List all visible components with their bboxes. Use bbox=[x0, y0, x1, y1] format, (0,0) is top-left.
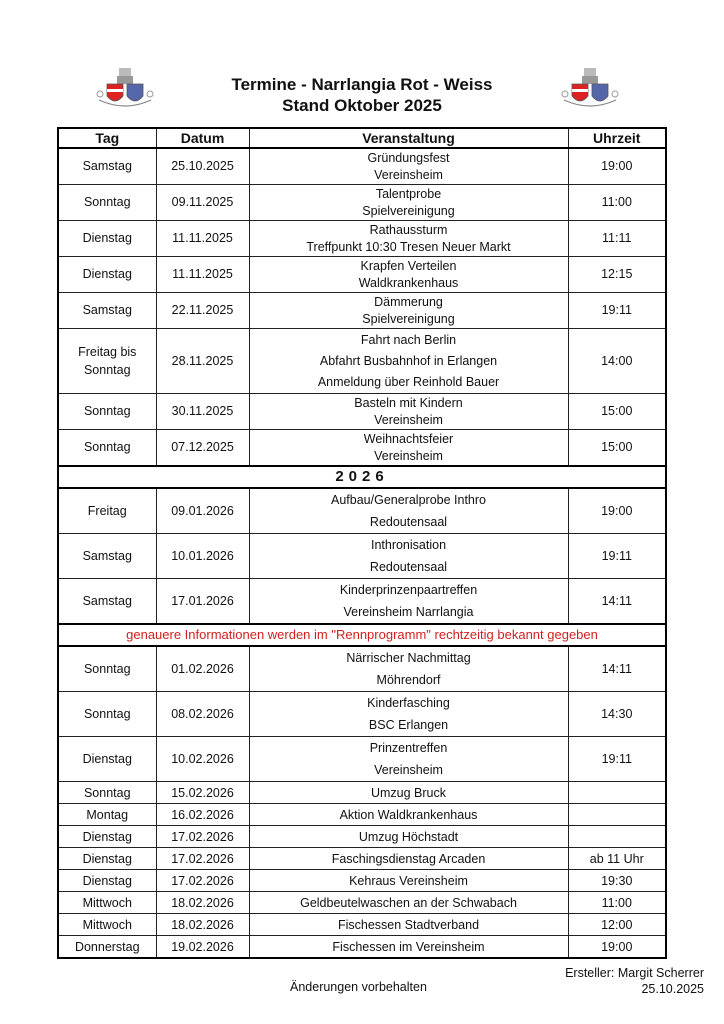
table-row bbox=[58, 488, 666, 534]
cell-veranstaltung bbox=[249, 293, 568, 329]
cell-datum: 16.02.2026 bbox=[156, 804, 249, 826]
cell-tag: Sonntag bbox=[58, 185, 156, 221]
cell-veranstaltung: Umzug Bruck bbox=[249, 782, 568, 804]
table-row bbox=[58, 293, 666, 329]
cell-uhrzeit: 19:11 bbox=[568, 737, 666, 782]
event-line: Vereinsheim bbox=[374, 448, 443, 463]
cell-datum: 15.02.2026 bbox=[156, 782, 249, 804]
cell-datum: 09.01.2026 bbox=[156, 488, 249, 534]
cell-tag: Sonntag bbox=[58, 646, 156, 692]
cell-uhrzeit: 14:30 bbox=[568, 692, 666, 737]
cell-uhrzeit bbox=[568, 804, 666, 826]
cell-datum: 18.02.2026 bbox=[156, 892, 249, 914]
cell-datum: 17.02.2026 bbox=[156, 848, 249, 870]
cell-tag: Dienstag bbox=[58, 848, 156, 870]
cell-uhrzeit bbox=[568, 826, 666, 848]
event-line: Anmeldung über Reinhold Bauer bbox=[317, 374, 500, 389]
cell-uhrzeit: 14:11 bbox=[568, 646, 666, 692]
cell-veranstaltung bbox=[249, 646, 568, 692]
cell-veranstaltung bbox=[249, 692, 568, 737]
event-line: Rathaussturm bbox=[369, 222, 448, 237]
cell-tag: Dienstag bbox=[58, 870, 156, 892]
column-header-tag: Tag bbox=[58, 128, 156, 148]
schedule-table bbox=[57, 127, 667, 959]
cell-tag: Dienstag bbox=[58, 826, 156, 848]
table-row bbox=[58, 936, 666, 959]
column-header-uhrzeit: Uhrzeit bbox=[568, 128, 666, 148]
table-row bbox=[58, 782, 666, 804]
event-line: Spielvereinigung bbox=[362, 311, 455, 326]
cell-tag: Montag bbox=[58, 804, 156, 826]
cell-veranstaltung: Fischessen im Vereinsheim bbox=[249, 936, 568, 959]
event-line: Närrischer Nachmittag bbox=[346, 651, 471, 665]
table-row bbox=[58, 892, 666, 914]
table-row bbox=[58, 430, 666, 467]
table-row bbox=[58, 848, 666, 870]
event-line: Vereinsheim bbox=[374, 763, 443, 777]
table-row bbox=[58, 221, 666, 257]
table-row bbox=[58, 826, 666, 848]
cell-tag: Sonntag bbox=[58, 782, 156, 804]
cell-tag: Freitag bis Sonntag bbox=[58, 329, 156, 394]
author-date: 25.10.2025 bbox=[641, 982, 704, 996]
cell-uhrzeit: 19:00 bbox=[568, 488, 666, 534]
cell-uhrzeit: ab 11 Uhr bbox=[568, 848, 666, 870]
cell-datum: 17.01.2026 bbox=[156, 579, 249, 625]
event-line: Redoutensaal bbox=[369, 515, 448, 529]
column-header-datum: Datum bbox=[156, 128, 249, 148]
table-row bbox=[58, 870, 666, 892]
cell-datum: 22.11.2025 bbox=[156, 293, 249, 329]
cell-datum: 18.02.2026 bbox=[156, 914, 249, 936]
event-line: Dämmerung bbox=[374, 294, 443, 309]
table-row bbox=[58, 804, 666, 826]
event-line: Krapfen Verteilen bbox=[360, 258, 457, 273]
event-line: Aufbau/Generalprobe Inthro bbox=[331, 493, 486, 507]
cell-uhrzeit: 14:11 bbox=[568, 579, 666, 625]
table-row bbox=[58, 646, 666, 692]
cell-tag: Samstag bbox=[58, 293, 156, 329]
cell-veranstaltung bbox=[249, 488, 568, 534]
cell-uhrzeit: 15:00 bbox=[568, 430, 666, 467]
event-line: BSC Erlangen bbox=[368, 718, 449, 732]
cell-veranstaltung: Geldbeutelwaschen an der Schwabach bbox=[249, 892, 568, 914]
cell-datum: 07.12.2025 bbox=[156, 430, 249, 467]
cell-veranstaltung bbox=[249, 579, 568, 625]
cell-tag: Samstag bbox=[58, 534, 156, 579]
table-row bbox=[58, 394, 666, 430]
cell-uhrzeit: 19:30 bbox=[568, 870, 666, 892]
cell-tag: Dienstag bbox=[58, 221, 156, 257]
event-line: Kinderprinzenpaartreffen bbox=[339, 583, 478, 597]
event-line: Talentprobe bbox=[375, 186, 442, 201]
cell-datum: 01.02.2026 bbox=[156, 646, 249, 692]
cell-veranstaltung: Kehraus Vereinsheim bbox=[249, 870, 568, 892]
cell-datum: 08.02.2026 bbox=[156, 692, 249, 737]
info-note-row bbox=[58, 624, 666, 646]
cell-tag: Sonntag bbox=[58, 692, 156, 737]
cell-tag: Sonntag bbox=[58, 430, 156, 467]
title-line-2: Stand Oktober 2025 bbox=[282, 96, 442, 115]
cell-tag: Freitag bbox=[58, 488, 156, 534]
cell-uhrzeit: 14:00 bbox=[568, 329, 666, 394]
cell-uhrzeit: 15:00 bbox=[568, 394, 666, 430]
table-row bbox=[58, 329, 666, 394]
year-divider: 2026 bbox=[58, 466, 666, 488]
cell-veranstaltung bbox=[249, 534, 568, 579]
cell-uhrzeit: 19:11 bbox=[568, 293, 666, 329]
cell-tag: Samstag bbox=[58, 579, 156, 625]
year-divider-row bbox=[58, 466, 666, 488]
cell-datum: 17.02.2026 bbox=[156, 826, 249, 848]
event-line: Redoutensaal bbox=[369, 560, 448, 574]
cell-datum: 11.11.2025 bbox=[156, 257, 249, 293]
event-line: Fahrt nach Berlin bbox=[360, 332, 457, 347]
cell-tag: Mittwoch bbox=[58, 892, 156, 914]
cell-veranstaltung bbox=[249, 737, 568, 782]
event-line: Vereinsheim bbox=[374, 167, 443, 182]
cell-tag: Mittwoch bbox=[58, 914, 156, 936]
event-line: Gründungsfest bbox=[367, 150, 450, 165]
cell-veranstaltung: Umzug Höchstadt bbox=[249, 826, 568, 848]
cell-uhrzeit: 19:00 bbox=[568, 148, 666, 185]
cell-uhrzeit: 12:15 bbox=[568, 257, 666, 293]
cell-veranstaltung bbox=[249, 185, 568, 221]
cell-datum: 09.11.2025 bbox=[156, 185, 249, 221]
table-row bbox=[58, 148, 666, 185]
cell-datum: 30.11.2025 bbox=[156, 394, 249, 430]
cell-datum: 19.02.2026 bbox=[156, 936, 249, 959]
cell-veranstaltung: Faschingsdienstag Arcaden bbox=[249, 848, 568, 870]
cell-veranstaltung bbox=[249, 221, 568, 257]
cell-uhrzeit: 12:00 bbox=[568, 914, 666, 936]
event-line: Möhrendorf bbox=[376, 673, 441, 687]
cell-datum: 25.10.2025 bbox=[156, 148, 249, 185]
cell-uhrzeit: 11:00 bbox=[568, 185, 666, 221]
table-row bbox=[58, 692, 666, 737]
cell-uhrzeit bbox=[568, 782, 666, 804]
table-row bbox=[58, 737, 666, 782]
author: Ersteller: Margit Scherrer bbox=[565, 966, 704, 980]
cell-datum: 28.11.2025 bbox=[156, 329, 249, 394]
cell-datum: 10.02.2026 bbox=[156, 737, 249, 782]
info-note: genauere Informationen werden im "Rennprogramm" rechtzeitig bekannt gegeben bbox=[58, 624, 666, 646]
cell-uhrzeit: 11:00 bbox=[568, 892, 666, 914]
cell-veranstaltung bbox=[249, 257, 568, 293]
cell-uhrzeit: 11:11 bbox=[568, 221, 666, 257]
cell-veranstaltung bbox=[249, 394, 568, 430]
cell-veranstaltung bbox=[249, 430, 568, 467]
cell-veranstaltung bbox=[249, 329, 568, 394]
cell-tag: Dienstag bbox=[58, 737, 156, 782]
event-line: Basteln mit Kindern bbox=[354, 395, 463, 410]
cell-veranstaltung bbox=[249, 148, 568, 185]
cell-veranstaltung: Fischessen Stadtverband bbox=[249, 914, 568, 936]
event-line: Vereinsheim Narrlangia bbox=[343, 605, 474, 619]
event-line: Treffpunkt 10:30 Tresen Neuer Markt bbox=[306, 239, 511, 254]
cell-datum: 17.02.2026 bbox=[156, 870, 249, 892]
cell-uhrzeit: 19:11 bbox=[568, 534, 666, 579]
cell-tag: Donnerstag bbox=[58, 936, 156, 959]
cell-datum: 10.01.2026 bbox=[156, 534, 249, 579]
table-row bbox=[58, 185, 666, 221]
event-line: Waldkrankenhaus bbox=[358, 275, 459, 290]
event-line: Weihnachtsfeier bbox=[363, 431, 454, 446]
author-info bbox=[565, 965, 704, 997]
table-row bbox=[58, 257, 666, 293]
cell-tag: Dienstag bbox=[58, 257, 156, 293]
cell-uhrzeit: 19:00 bbox=[568, 936, 666, 959]
table-row bbox=[58, 534, 666, 579]
disclaimer: Änderungen vorbehalten bbox=[290, 980, 427, 994]
event-line: Abfahrt Busbahnhof in Erlangen bbox=[319, 353, 498, 368]
table-row bbox=[58, 914, 666, 936]
event-line: Prinzentreffen bbox=[369, 741, 448, 755]
table-row bbox=[58, 579, 666, 625]
cell-tag: Samstag bbox=[58, 148, 156, 185]
cell-datum: 11.11.2025 bbox=[156, 221, 249, 257]
event-line: Inthronisation bbox=[370, 538, 447, 552]
cell-veranstaltung: Aktion Waldkrankenhaus bbox=[249, 804, 568, 826]
column-header-veranstaltung: Veranstaltung bbox=[249, 128, 568, 148]
cell-tag: Sonntag bbox=[58, 394, 156, 430]
event-line: Spielvereinigung bbox=[362, 203, 455, 218]
event-line: Vereinsheim bbox=[374, 412, 443, 427]
table-header-row bbox=[58, 128, 666, 148]
title-line-1: Termine - Narrlangia Rot - Weiss bbox=[231, 75, 493, 94]
page-title bbox=[0, 74, 724, 116]
event-line: Kinderfasching bbox=[367, 696, 450, 710]
